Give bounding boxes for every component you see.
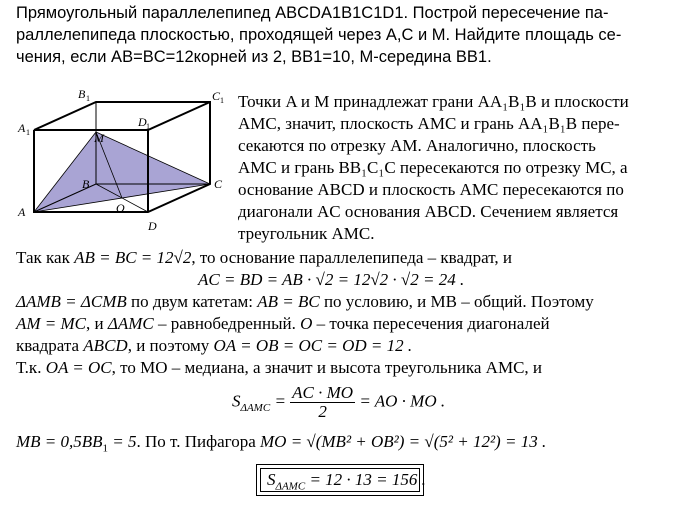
line-triangles xyxy=(16,292,594,312)
area-fraction xyxy=(290,384,355,421)
eq-amc: ΔAMC xyxy=(107,314,154,333)
label-o: O xyxy=(116,201,125,215)
solution-line-2: AMC, значит, плоскость AMC и грань AA₁B₁B пере- xyxy=(238,114,620,133)
label-a1: A xyxy=(18,121,26,135)
point-o: O xyxy=(300,314,313,333)
eq-ab-bc: AB = BC = 12√2 xyxy=(74,248,192,267)
eq-mb-sub: 1 xyxy=(102,442,109,455)
eq-ac-bd: AC = BD = AB · √2 = 12√2 · √2 = 24 . xyxy=(198,270,465,289)
fraction-denominator: 2 xyxy=(318,402,327,421)
eq-oa-oc: OA = OC xyxy=(45,358,112,377)
label-b1: B xyxy=(78,87,86,101)
answer xyxy=(267,470,426,492)
eq-mb: MB = 0,5BB xyxy=(16,432,103,451)
area-eq: = xyxy=(274,391,286,411)
answer-value: = 12 · 13 = 156 . xyxy=(309,470,426,489)
text-and: , и xyxy=(86,314,104,333)
problem-line-1: Прямоугольный параллелепипед ABCDA1B1C1D1. Построй пересечение па- xyxy=(16,4,609,22)
label-a: A xyxy=(18,205,26,219)
text-tk: Т.к. xyxy=(16,358,42,377)
answer-box xyxy=(256,464,424,496)
text-square-base: , то основание параллелепипеда – квадрат, и xyxy=(191,248,513,267)
label-b: B xyxy=(82,177,90,191)
label-c1-sub: 1 xyxy=(220,96,224,105)
solution-line-4: AMC и грань BB₁C₁C пересекаются по отрезку MC, а xyxy=(238,158,628,177)
eq-oa-ob: OA = OB = OC = OD = 12 . xyxy=(213,336,413,355)
eq-amb-cmb: ΔAMB = ΔCMB xyxy=(16,292,127,311)
eq-ab-eq-bc: AB = BC xyxy=(257,292,320,311)
parallelepiped-figure xyxy=(14,84,234,234)
solution-line-3: секаются по отрезку AM. Аналогично, плоскость xyxy=(238,136,596,155)
line-median xyxy=(16,358,542,378)
solution-line-6: диагонали AC основания ABCD. Сечением является xyxy=(238,202,619,221)
solution-line-5: основание ABCD и плоскость AMC пересекаются по xyxy=(238,180,624,199)
answer-s: S xyxy=(267,470,276,489)
area-rest: = AO · MO . xyxy=(359,391,446,411)
text-mb-common: по условию, и MB – общий. Поэтому xyxy=(323,292,594,311)
line-square xyxy=(16,248,512,268)
text-square: квадрата xyxy=(16,336,80,355)
solution-line-1: Точки A и M принадлежат грани AA₁B₁B и плоскости xyxy=(238,92,629,111)
line-pythagoras xyxy=(16,432,546,454)
label-c1: C xyxy=(212,89,221,103)
text-median: , то МО – медиана, а значит и высота треугольника АМС, и xyxy=(111,358,543,377)
label-b1-sub: 1 xyxy=(86,94,90,103)
text-isosceles: – равнобедренный. xyxy=(158,314,296,333)
label-m: M xyxy=(94,131,104,145)
problem-line-2: раллелепипеда плоскостью, проходящей через А,С и М. Найдите площадь се- xyxy=(16,26,622,44)
eq-mo: MO = √(MB² + OB²) = √(5² + 12²) = 13 . xyxy=(260,432,547,451)
square-abcd: ABCD xyxy=(83,336,128,355)
line-diagonals xyxy=(16,336,412,356)
text-pythagoras: . По т. Пифагора xyxy=(136,432,256,451)
solution-line-7: треугольник AMC. xyxy=(238,224,375,243)
label-c: C xyxy=(214,177,223,191)
answer-sub: ΔAMC xyxy=(275,480,306,493)
label-a1-sub: 1 xyxy=(26,128,30,137)
text-intersection: – точка пересечения диагоналей xyxy=(316,314,550,333)
eq-mb-5: = 5 xyxy=(112,432,137,451)
text-two-legs: по двум катетам: xyxy=(131,292,253,311)
area-formula xyxy=(232,384,445,421)
label-d: D xyxy=(148,219,157,233)
text-tak-kak: Так как xyxy=(16,248,70,267)
label-d1: D xyxy=(138,115,147,129)
top-front-edges xyxy=(34,102,210,130)
line-isosceles xyxy=(16,314,550,334)
fraction-numerator: AC · MO xyxy=(292,383,354,402)
label-d1-sub: 1 xyxy=(146,122,150,131)
area-s: S xyxy=(232,391,241,411)
area-sub: ΔAMC xyxy=(240,401,271,414)
text-therefore: , и поэтому xyxy=(127,336,210,355)
eq-am-mc: AM = MC xyxy=(16,314,87,333)
problem-line-3: чения, если AB=BC=12корней из 2, BB1=10, М-середина BB1. xyxy=(16,48,492,66)
